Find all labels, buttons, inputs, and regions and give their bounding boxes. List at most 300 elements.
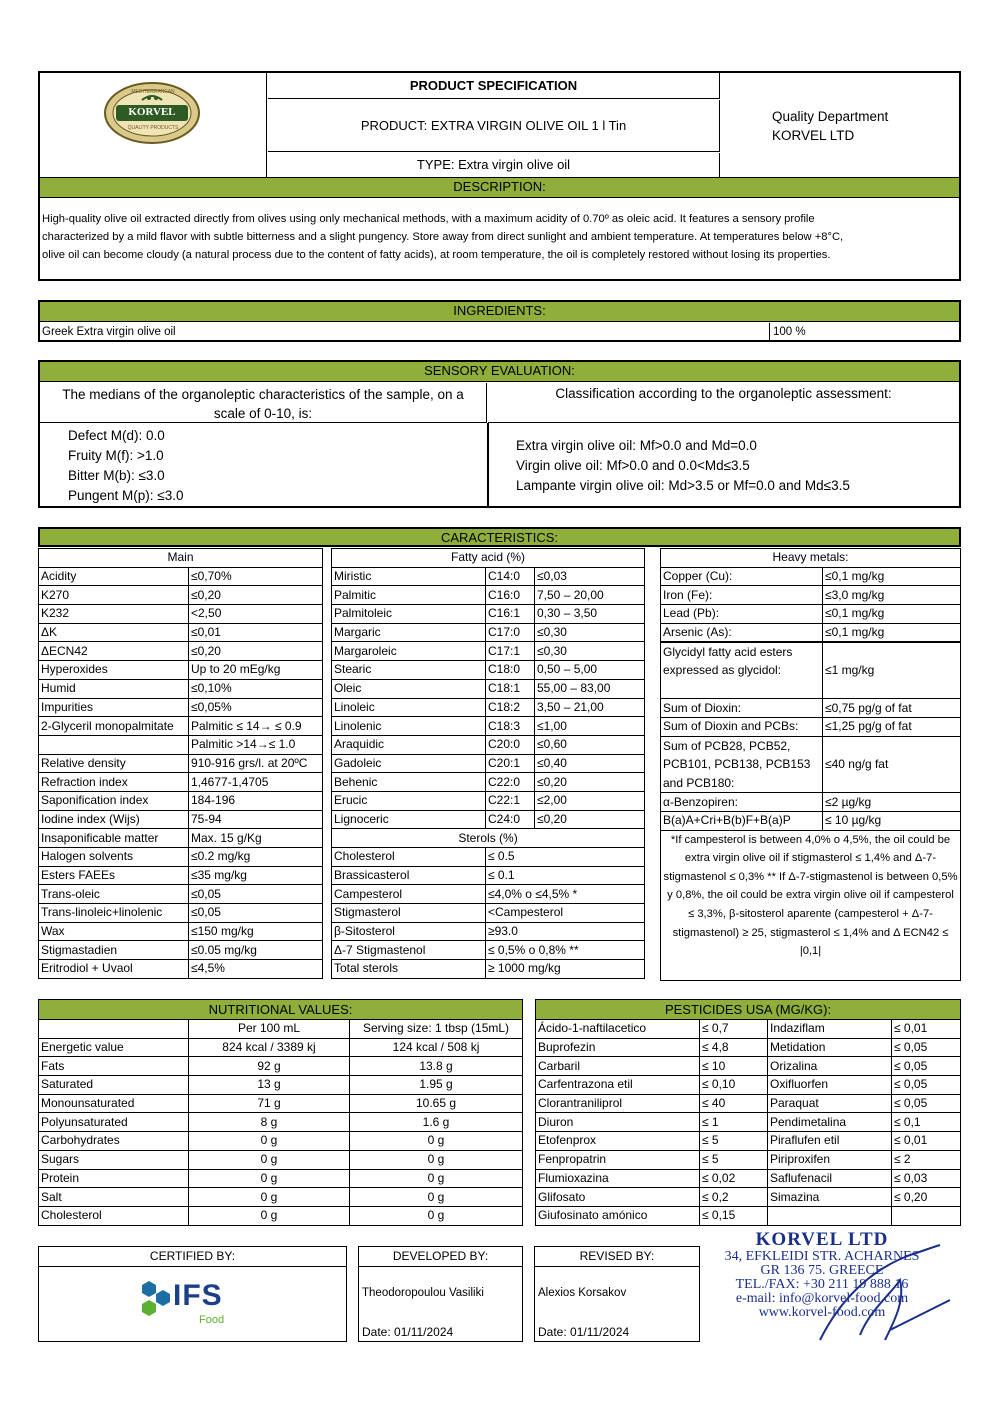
sterol-name: Total sterols (332, 960, 486, 979)
metal-limit: ≤0,1 mg/kg (823, 567, 961, 586)
sterol-value: <Campesterol (486, 904, 645, 923)
fatty-acid-table (331, 548, 645, 979)
table-row (661, 718, 961, 737)
fatty-acid-code: C22:0 (486, 773, 535, 792)
nutrient-name: Saturated (39, 1076, 189, 1095)
table-row (39, 960, 323, 979)
table-row (332, 586, 645, 605)
fatty-acid-code: C17:0 (486, 623, 535, 642)
table-row (332, 661, 645, 680)
table-row (661, 793, 961, 812)
ifs-logo-sub: Food (199, 1314, 225, 1326)
table-row (39, 679, 323, 698)
sensory-right-list (516, 436, 850, 496)
nutrient-serving: 0 g (350, 1188, 523, 1207)
main-table (38, 548, 322, 979)
pah-sum-value: ≤ 10 µg/kg (823, 812, 961, 831)
revised-name: Alexios Korsakov (538, 1287, 627, 1299)
nutrient-per100: 71 g (189, 1094, 350, 1113)
pesticide-limit: ≤ 0,05 (892, 1076, 961, 1095)
sensory-divider (487, 423, 489, 506)
pesticide-limit: ≤ 2 (892, 1150, 961, 1169)
pesticide-limit: ≤ 0,2 (700, 1188, 768, 1207)
sensory-fruity: Fruity M(f): >1.0 (68, 448, 164, 463)
nutrition-col-per100: Per 100 mL (189, 1020, 350, 1039)
nutrient-per100: 8 g (189, 1113, 350, 1132)
pesticide-name: Carbaril (536, 1057, 700, 1076)
metals-header: Heavy metals: (661, 549, 961, 568)
table-row (39, 810, 323, 829)
pesticide-name: Buprofezin (536, 1038, 700, 1057)
main-value: ≤0,20 (189, 642, 323, 661)
logo-top-text: MEDITERRANEAN (131, 89, 175, 95)
fatty-acid-range: 0,30 – 3,50 (535, 605, 645, 624)
main-param: Relative density (39, 754, 189, 773)
metal-name: Lead (Pb): (661, 605, 823, 624)
pesticide-limit: ≤ 0,7 (700, 1020, 768, 1039)
pesticide-name: Piraflufen etil (768, 1132, 892, 1151)
metal-name: Iron (Fe): (661, 586, 823, 605)
main-value: ≤4,5% (189, 960, 323, 979)
table-row (39, 1094, 523, 1113)
sensory-left-header: The medians of the organoleptic characteristics of the sample, on a scale of 0-10, is: (40, 383, 487, 423)
main-value: 1,4677-1,4705 (189, 773, 323, 792)
header-block (38, 71, 961, 179)
fatty-acid-code: C22:1 (486, 791, 535, 810)
pesticide-name: Orizalina (768, 1057, 892, 1076)
table-row (39, 773, 323, 792)
certified-label: CERTIFIED BY: (39, 1247, 346, 1267)
pesticides-table (535, 999, 961, 1226)
pesticide-name: Indaziflam (768, 1020, 892, 1039)
fatty-acid-name: Lignoceric (332, 810, 486, 829)
table-row (39, 941, 323, 960)
pesticide-name: Flumioxazina (536, 1169, 700, 1188)
class-extra-virgin: Extra virgin olive oil: Mf>0.0 and Md=0.0 (516, 438, 757, 453)
pesticide-limit: ≤ 0,05 (892, 1094, 961, 1113)
nutrient-name: Monounsaturated (39, 1094, 189, 1113)
table-row (332, 941, 645, 960)
pesticide-name: Clorantraniliprol (536, 1094, 700, 1113)
nutrition-heading: NUTRITIONAL VALUES: (39, 1000, 523, 1020)
table-row (39, 698, 323, 717)
table-row (39, 623, 323, 642)
table-row (536, 1038, 961, 1057)
revised-box (534, 1246, 700, 1342)
pesticide-name: Piriproxifen (768, 1150, 892, 1169)
table-row (332, 642, 645, 661)
table-row (39, 567, 323, 586)
sterol-value: ≥ 1000 mg/kg (486, 960, 645, 979)
pesticide-limit: ≤ 0,01 (892, 1020, 961, 1039)
table-row (39, 642, 323, 661)
nutrient-name: Salt (39, 1188, 189, 1207)
main-param (39, 735, 189, 754)
pesticide-limit: ≤ 10 (700, 1057, 768, 1076)
pesticide-name: Pendimetalina (768, 1113, 892, 1132)
fatty-acid-code: C16:1 (486, 605, 535, 624)
table-row (332, 567, 645, 586)
table-row (332, 623, 645, 642)
table-row (39, 717, 323, 736)
table-row (536, 1150, 961, 1169)
benzopiren-label: α-Benzopiren: (661, 793, 823, 812)
sterol-name: β-Sitosterol (332, 922, 486, 941)
certified-box (38, 1246, 347, 1342)
table-row (332, 735, 645, 754)
main-characteristics-table (38, 548, 323, 979)
fatty-acid-range: 55,00 – 83,00 (535, 679, 645, 698)
table-row (39, 829, 323, 848)
main-header: Main (39, 549, 323, 568)
revised-date: Date: 01/11/2024 (538, 1325, 630, 1339)
table-row (39, 1057, 523, 1076)
table-row (332, 698, 645, 717)
main-value: ≤0,05% (189, 698, 323, 717)
table-row (661, 623, 961, 642)
sterols-header: Sterols (%) (332, 829, 645, 848)
table-row (39, 866, 323, 885)
fatty-table-wrap (331, 548, 644, 979)
sterol-note: *If campesterol is between 4,0% o 4,5%, the oil could be extra virgin olive oil if stigmasterol ≤ 1,4% and Δ-7-stigmastenol ≤ 0,3% ** If Δ-7-stigmastenol is between 0,5% y 0,8%, the oil could be extra virgin olive oil if campesterol ≤ 3,3%, β-sitosterol aparente (campesterol + Δ-7-stigmastenol) ≥ 25, stigmasterol ≤ 1,4% and Δ ECN42 ≤ |0,1| (661, 830, 961, 980)
table-row (39, 848, 323, 867)
pesticide-limit: ≤ 0,20 (892, 1188, 961, 1207)
pcb-label: Sum of PCB28, PCB52, PCB101, PCB138, PCB153 and PCB180: (661, 736, 823, 793)
table-row (39, 735, 323, 754)
pesticide-limit: ≤ 0,05 (892, 1038, 961, 1057)
nutrient-per100: 0 g (189, 1132, 350, 1151)
stamp-phone: TEL./FAX: +30 211 19 888 16 (735, 1277, 909, 1292)
main-param: Trans-oleic (39, 885, 189, 904)
nutrient-per100: 0 g (189, 1206, 350, 1225)
table-row (39, 885, 323, 904)
description-block (38, 178, 961, 281)
main-value: ≤0.2 mg/kg (189, 848, 323, 867)
fatty-acid-range: 3,50 – 21,00 (535, 698, 645, 717)
fatty-acid-name: Palmitic (332, 586, 486, 605)
pesticide-limit (892, 1206, 961, 1225)
table-row (536, 1206, 961, 1225)
table-row (332, 885, 645, 904)
main-value: Palmitic ≤ 14→ ≤ 0.9 (189, 717, 323, 736)
main-param: ΔECN42 (39, 642, 189, 661)
nutrition-block (38, 999, 522, 1226)
nutrient-serving: 0 g (350, 1132, 523, 1151)
description-text: High-quality olive oil extracted directly from olives using only mechanical methods, with a maximum acidity of 0.70º as oleic acid. It features a sensory profile characterized by a mild flavor with subtle bitterness and a slight pungency. Store away from direct sunlight and ambient temperature. At temperatures below +8°C, olive oil can become cloudy (a natural process due to the content of fatty acids), at room temperature, the oil is completely restored without losing its properties. (42, 213, 844, 261)
nutrient-name: Cholesterol (39, 1206, 189, 1225)
table-row (536, 1094, 961, 1113)
table-row (39, 1000, 523, 1020)
main-param: Stigmastadien (39, 941, 189, 960)
main-param: Hyperoxides (39, 661, 189, 680)
description-heading: DESCRIPTION: (40, 178, 959, 198)
fatty-acid-code: C20:1 (486, 754, 535, 773)
pesticides-block (535, 999, 960, 1226)
fatty-acid-range: 0,50 – 5,00 (535, 661, 645, 680)
ifs-logo-text: IFS (173, 1279, 223, 1312)
table-row (332, 829, 645, 848)
fatty-acid-range: ≤0,03 (535, 567, 645, 586)
nutrient-per100: 0 g (189, 1169, 350, 1188)
table-row (661, 736, 961, 793)
glycidyl-label: Glycidyl fatty acid esters expressed as glycidol: (661, 643, 823, 699)
fatty-acid-name: Linolenic (332, 717, 486, 736)
pesticide-name (768, 1206, 892, 1225)
ingredients-heading: INGREDIENTS: (40, 302, 959, 322)
fatty-acid-code: C16:0 (486, 586, 535, 605)
main-value: ≤0.05 mg/kg (189, 941, 323, 960)
main-param: Iodine index (Wijs) (39, 810, 189, 829)
table-row (536, 1020, 961, 1039)
product-type: TYPE: Extra virgin olive oil (268, 153, 720, 177)
sterol-value: ≤ 0.5 (486, 848, 645, 867)
nutrient-serving: 124 kcal / 508 kj (350, 1038, 523, 1057)
developed-label: DEVELOPED BY: (359, 1247, 522, 1267)
nutrition-col-serving: Serving size: 1 tbsp (15mL) (350, 1020, 523, 1039)
pesticide-limit: ≤ 0,05 (892, 1057, 961, 1076)
fatty-acid-name: Araquidic (332, 735, 486, 754)
pesticide-limit: ≤ 1 (700, 1113, 768, 1132)
pesticide-limit: ≤ 0,1 (892, 1113, 961, 1132)
main-value: ≤35 mg/kg (189, 866, 323, 885)
main-value: ≤0,10% (189, 679, 323, 698)
main-value: ≤150 mg/kg (189, 922, 323, 941)
main-param: Insaponificable matter (39, 829, 189, 848)
sensory-pungent: Pungent M(p): ≤3.0 (68, 488, 184, 503)
sterol-name: Stigmasterol (332, 904, 486, 923)
fatty-acid-name: Margaric (332, 623, 486, 642)
fatty-acid-name: Miristic (332, 567, 486, 586)
nutrient-name: Carbohydrates (39, 1132, 189, 1151)
table-row (536, 1169, 961, 1188)
table-row (39, 1113, 523, 1132)
table-row (661, 643, 961, 699)
table-row (39, 605, 323, 624)
table-row (536, 1076, 961, 1095)
table-row (536, 1132, 961, 1151)
table-row (39, 791, 323, 810)
main-value: ≤0,05 (189, 904, 323, 923)
sterol-value: ≤4,0% o ≤4,5% * (486, 885, 645, 904)
main-param: Esters FAEEs (39, 866, 189, 885)
sterol-value: ≤ 0,5% o 0,8% ** (486, 941, 645, 960)
nutrient-serving: 0 g (350, 1150, 523, 1169)
main-param: Halogen solvents (39, 848, 189, 867)
sensory-defect: Defect M(d): 0.0 (68, 428, 165, 443)
table-row (661, 830, 961, 980)
table-row (39, 1188, 523, 1207)
fatty-acid-range: ≤2,00 (535, 791, 645, 810)
stamp-company: KORVEL LTD (755, 1229, 889, 1250)
fatty-acid-name: Linoleic (332, 698, 486, 717)
table-row (661, 699, 961, 718)
pesticide-name: Diuron (536, 1113, 700, 1132)
fatty-acid-name: Palmitoleic (332, 605, 486, 624)
fatty-acid-code: C18:0 (486, 661, 535, 680)
fatty-acid-code: C14:0 (486, 567, 535, 586)
main-value: <2,50 (189, 605, 323, 624)
pesticide-name: Glifosato (536, 1188, 700, 1207)
pesticide-limit: ≤ 5 (700, 1132, 768, 1151)
nutrient-serving: 0 g (350, 1206, 523, 1225)
signature-icon (800, 1240, 960, 1350)
heavy-metals-table (660, 548, 961, 642)
benzopiren-value: ≤2 µg/kg (823, 793, 961, 812)
table-row (39, 754, 323, 773)
table-row (661, 567, 961, 586)
fatty-acid-code: C24:0 (486, 810, 535, 829)
table-row (39, 586, 323, 605)
pesticide-limit: ≤ 0,02 (700, 1169, 768, 1188)
table-row (332, 866, 645, 885)
main-param: Impurities (39, 698, 189, 717)
main-param: K270 (39, 586, 189, 605)
pesticide-name: Metidation (768, 1038, 892, 1057)
table-row (39, 549, 323, 568)
fatty-acid-range: ≤0,60 (535, 735, 645, 754)
dioxin-value: ≤0,75 pg/g of fat (823, 699, 961, 718)
nutrient-per100: 0 g (189, 1150, 350, 1169)
nutrient-name: Polyunsaturated (39, 1113, 189, 1132)
stamp-address: 34, EFKLEIDI STR. ACHARNES (724, 1249, 920, 1264)
pesticide-limit: ≤ 0,03 (892, 1169, 961, 1188)
table-row (536, 1188, 961, 1207)
spec-title: PRODUCT SPECIFICATION (268, 73, 720, 99)
fatty-acid-name: Gadoleic (332, 754, 486, 773)
stamp-city: GR 136 75. GREECE (760, 1263, 884, 1278)
nutrient-per100: 13 g (189, 1076, 350, 1095)
main-param: Acidity (39, 567, 189, 586)
pesticide-limit: ≤ 40 (700, 1094, 768, 1113)
sensory-block (38, 360, 961, 508)
fatty-acid-name: Behenic (332, 773, 486, 792)
pesticide-name: Ácido-1-naftilacetico (536, 1020, 700, 1039)
logo-bottom-text: QUALITY PRODUCTS (127, 125, 179, 131)
table-row (39, 1020, 523, 1039)
fatty-acid-code: C18:2 (486, 698, 535, 717)
table-row (661, 605, 961, 624)
table-row (332, 922, 645, 941)
metal-limit: ≤3,0 mg/kg (823, 586, 961, 605)
main-value: ≤0,20 (189, 586, 323, 605)
table-row (332, 773, 645, 792)
table-row (661, 812, 961, 831)
class-lampante: Lampante virgin olive oil: Md>3.5 or Mf=0.0 and Md≤3.5 (516, 478, 850, 493)
sterol-name: Cholesterol (332, 848, 486, 867)
sensory-heading: SENSORY EVALUATION: (40, 362, 959, 382)
ifs-hexagon-icon (141, 1280, 171, 1318)
pesticide-limit: ≤ 5 (700, 1150, 768, 1169)
fatty-acid-range: ≤0,20 (535, 773, 645, 792)
table-row (332, 605, 645, 624)
pesticide-name: Giufosinato amónico (536, 1206, 700, 1225)
nutrition-table (38, 999, 523, 1226)
stamp-website: www.korvel-food.com (758, 1305, 886, 1320)
sensory-bitter: Bitter M(b): ≤3.0 (68, 468, 165, 483)
product-name: PRODUCT: EXTRA VIRGIN OLIVE OIL 1 l Tin (268, 100, 720, 152)
quality-department: Quality Department KORVEL LTD (772, 109, 889, 143)
table-row (332, 904, 645, 923)
table-row (332, 549, 645, 568)
sterol-name: Δ-7 Stigmastenol (332, 941, 486, 960)
table-row (661, 549, 961, 568)
pcb-value: ≤40 ng/g fat (823, 736, 961, 793)
pesticide-name: Paraquat (768, 1094, 892, 1113)
metals-table-wrap (660, 548, 960, 981)
logo-main-text: KORVEL (128, 106, 176, 118)
fatty-acid-code: C18:3 (486, 717, 535, 736)
main-param: Wax (39, 922, 189, 941)
table-row (536, 1057, 961, 1076)
stamp-email: e-mail: info@korvel-food.com (735, 1291, 909, 1306)
table-row (332, 791, 645, 810)
fatty-acid-range: ≤1,00 (535, 717, 645, 736)
nutrient-serving: 13.8 g (350, 1057, 523, 1076)
metal-limit: ≤0,1 mg/kg (823, 623, 961, 642)
fatty-acid-range: ≤0,20 (535, 810, 645, 829)
nutrient-name: Energetic value (39, 1038, 189, 1057)
ingredient-percent: 100 % (769, 323, 959, 341)
developed-name: Theodoropoulou Vasiliki (362, 1287, 484, 1299)
metal-name: Arsenic (As): (661, 623, 823, 642)
revised-label: REVISED BY: (535, 1247, 699, 1267)
dioxin-label: Sum of Dioxin: (661, 699, 823, 718)
main-value: Max. 15 g/Kg (189, 829, 323, 848)
pesticide-name: Saflufenacil (768, 1169, 892, 1188)
main-value: 75-94 (189, 810, 323, 829)
table-row (332, 810, 645, 829)
nutrient-serving: 10.65 g (350, 1094, 523, 1113)
table-row (39, 661, 323, 680)
main-value: 910-916 grs/l. at 20ºC (189, 754, 323, 773)
table-row (332, 848, 645, 867)
main-param: 2-Glyceril monopalmitate (39, 717, 189, 736)
fatty-acid-code: C17:1 (486, 642, 535, 661)
table-row (39, 1076, 523, 1095)
fatty-acid-range: 7,50 – 20,00 (535, 586, 645, 605)
fatty-acid-name: Margaroleic (332, 642, 486, 661)
fatty-acid-range: ≤0,30 (535, 642, 645, 661)
dioxin-pcb-label: Sum of Dioxin and PCBs: (661, 718, 823, 737)
pesticide-limit: ≤ 0,10 (700, 1076, 768, 1095)
table-row (536, 1000, 961, 1020)
fatty-acid-range: ≤0,40 (535, 754, 645, 773)
ingredients-block (38, 300, 961, 342)
main-value: ≤0,05 (189, 885, 323, 904)
characteristics-heading: CARACTERISTICS: (38, 527, 961, 547)
main-value: Up to 20 mEg/kg (189, 661, 323, 680)
pesticide-name: Oxifluorfen (768, 1076, 892, 1095)
table-row (39, 1169, 523, 1188)
pesticides-heading: PESTICIDES USA (MG/KG): (536, 1000, 961, 1020)
table-row (332, 679, 645, 698)
table-row (39, 1132, 523, 1151)
sensory-left-list (68, 426, 183, 506)
fatty-acid-name: Oleic (332, 679, 486, 698)
nutrient-per100: 92 g (189, 1057, 350, 1076)
table-row (39, 922, 323, 941)
fatty-acid-name: Stearic (332, 661, 486, 680)
main-param: ΔK (39, 623, 189, 642)
sensory-right-header: Classification according to the organoleptic assessment: (488, 383, 959, 423)
main-param: Refraction index (39, 773, 189, 792)
nutrient-per100: 824 kcal / 3389 kj (189, 1038, 350, 1057)
pesticide-name: Fenpropatrin (536, 1150, 700, 1169)
main-param: Humid (39, 679, 189, 698)
main-param: Saponification index (39, 791, 189, 810)
pesticide-limit: ≤ 0,01 (892, 1132, 961, 1151)
table-row (39, 1038, 523, 1057)
